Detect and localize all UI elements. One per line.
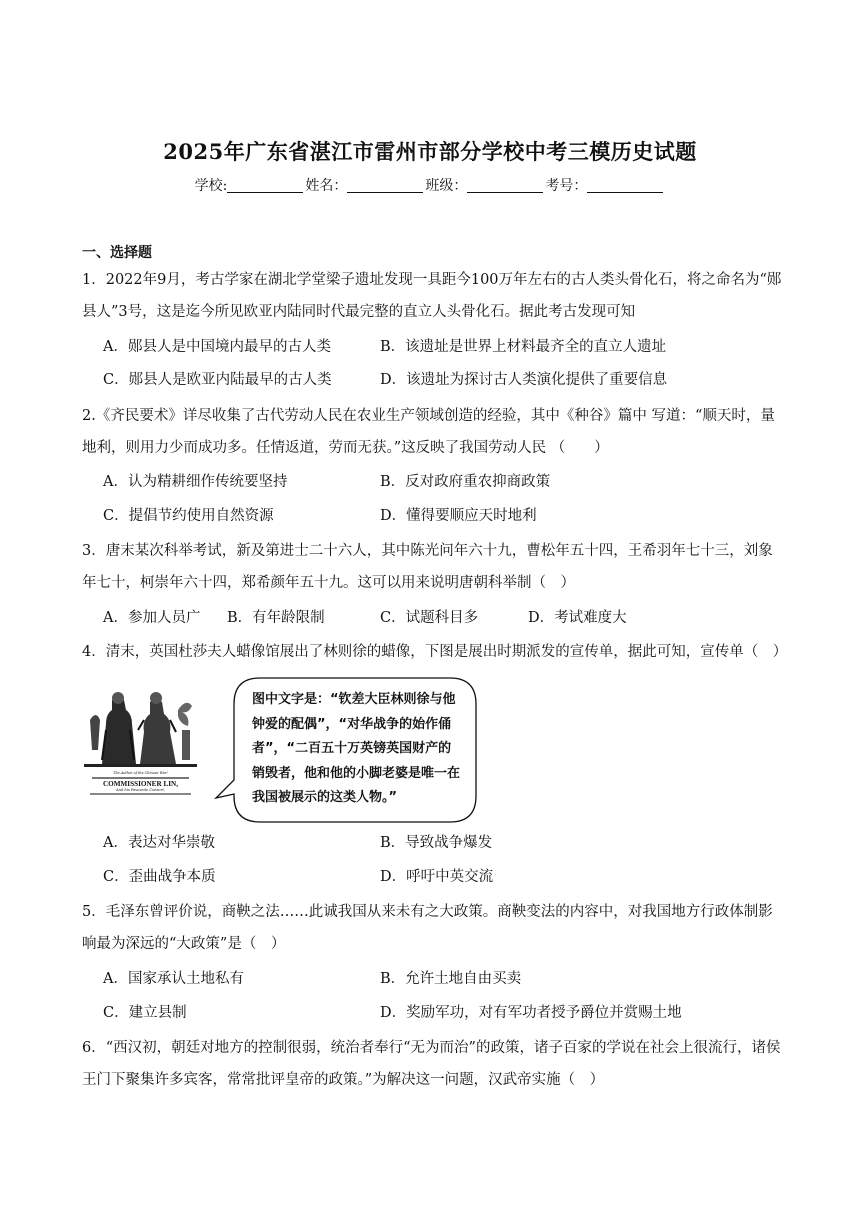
- q3-option-b[interactable]: B．有年龄限制: [227, 610, 325, 626]
- propaganda-leaflet-figure: [84, 676, 482, 826]
- student-info-line: [0, 175, 860, 195]
- q4-option-a[interactable]: A．表达对华崇敬: [103, 835, 215, 851]
- engraving-caption-sub: And his Favourite Consort,: [116, 788, 165, 792]
- engraving-caption-big: COMMISSIONER LIN,: [102, 780, 179, 788]
- q2-option-d[interactable]: D．懂得要顺应天时地利: [380, 508, 537, 524]
- bubble-line-4: 销毁者，他和他的小脚老婆是唯一在: [252, 765, 461, 781]
- question-1-stem: 1．2022年9月，考古学家在湖北学堂梁子遗址发现一具距今100万年左右的古人类头骨化石，将之命名为“郧县人”3号，这是迄今所见欧亚内陆同时代最完整的直立人头骨化石。据此考古发现可知: [82, 272, 782, 320]
- q5-option-b[interactable]: B．允许土地自由买卖: [380, 971, 522, 987]
- question-6-stem: 6．“西汉初，朝廷对地方的控制很弱，统治者奉行“无为而治”的政策，诸子百家的学说在社会上很流行，诸侯王门下聚集许多宾客，常常批评皇帝的政策。”为解决这一问题，汉武帝实施（ ）: [82, 1040, 781, 1088]
- q4-option-b[interactable]: B．导致战争爆发: [380, 835, 493, 851]
- school-blank[interactable]: [227, 178, 303, 193]
- q5-option-a[interactable]: A．国家承认土地私有: [103, 971, 244, 987]
- q4-option-d[interactable]: D．呼吁中英交流: [380, 869, 494, 885]
- name-blank[interactable]: [347, 178, 423, 193]
- page-title: 2025年广东省湛江市雷州市部分学校中考三模历史试题: [163, 139, 697, 164]
- class-label: 班级：: [425, 178, 468, 194]
- q5-option-c[interactable]: C．建立县制: [103, 1005, 187, 1021]
- bubble-line-2: 钟爱的配偶”，“对华战争的始作俑: [252, 716, 452, 732]
- q4-option-c[interactable]: C．歪曲战争本质: [103, 869, 216, 885]
- exam-number-blank[interactable]: [587, 178, 663, 193]
- question-3-stem: 3．唐末某次科举考试，新及第进士二十六人，其中陈光问年六十九，曹松年五十四，王希羽年七十三，刘象年七十，柯崇年六十四，郑希颜年五十九。这可以用来说明唐朝科举制（ ）: [82, 543, 773, 591]
- q2-option-b[interactable]: B．反对政府重农抑商政策: [380, 474, 551, 490]
- q1-option-c[interactable]: C．郧县人是欧亚内陆最早的古人类: [103, 372, 332, 388]
- class-blank[interactable]: [467, 178, 543, 193]
- bubble-line-5: 我国被展示的这类人物。”: [252, 790, 398, 805]
- question-4-stem: 4．清末，英国杜莎夫人蜡像馆展出了林则徐的蜡像，下图是展出时期派发的宣传单，据此可知，宣传单（ ）: [82, 644, 788, 660]
- name-label: 姓名：: [305, 178, 348, 194]
- exam-number-label: 考号：: [545, 178, 588, 194]
- question-2-stem: 2.《齐民要术》详尽收集了古代劳动人民在农业生产领域创造的经验，其中《种谷》篇中 写道：“顺天时，量地利，则用力少而成功多。任情返道，劳而无获。”这反映了我国劳动人民 （ ）: [82, 408, 775, 456]
- bubble-text: [252, 688, 474, 811]
- q3-option-a[interactable]: A．参加人员广: [103, 610, 201, 626]
- bubble-line-3: 者”，“二百五十万英镑英国财产的: [252, 741, 452, 756]
- q5-option-d[interactable]: D．奖励军功，对有军功者授予爵位并赏赐土地: [380, 1005, 682, 1021]
- engraving-caption-small: The Author of the Chinese War!: [113, 771, 168, 775]
- school-label: 学校:: [194, 178, 228, 194]
- bubble-line-1: 图中文字是：“钦差大臣林则徐与他: [252, 692, 456, 707]
- q1-option-d[interactable]: D．该遗址为探讨古人类演化提供了重要信息: [380, 372, 668, 388]
- q2-option-a[interactable]: A．认为精耕细作传统要坚持: [103, 474, 288, 490]
- q1-option-b[interactable]: B．该遗址是世界上材料最齐全的直立人遗址: [380, 339, 667, 355]
- q3-option-c[interactable]: C．试题科目多: [380, 610, 479, 626]
- q2-option-c[interactable]: C．提倡节约使用自然资源: [103, 508, 274, 524]
- section-heading: 一、选择题: [82, 245, 152, 261]
- q1-option-a[interactable]: A．郧县人是中国境内最早的古人类: [103, 339, 331, 355]
- q3-option-d[interactable]: D．考试难度大: [528, 610, 627, 626]
- question-5-stem: 5．毛泽东曾评价说，商鞅之法……此诚我国从来未有之大政策。商鞅变法的内容中，对我国地方行政体制影响最为深远的“大政策”是（ ）: [82, 904, 773, 952]
